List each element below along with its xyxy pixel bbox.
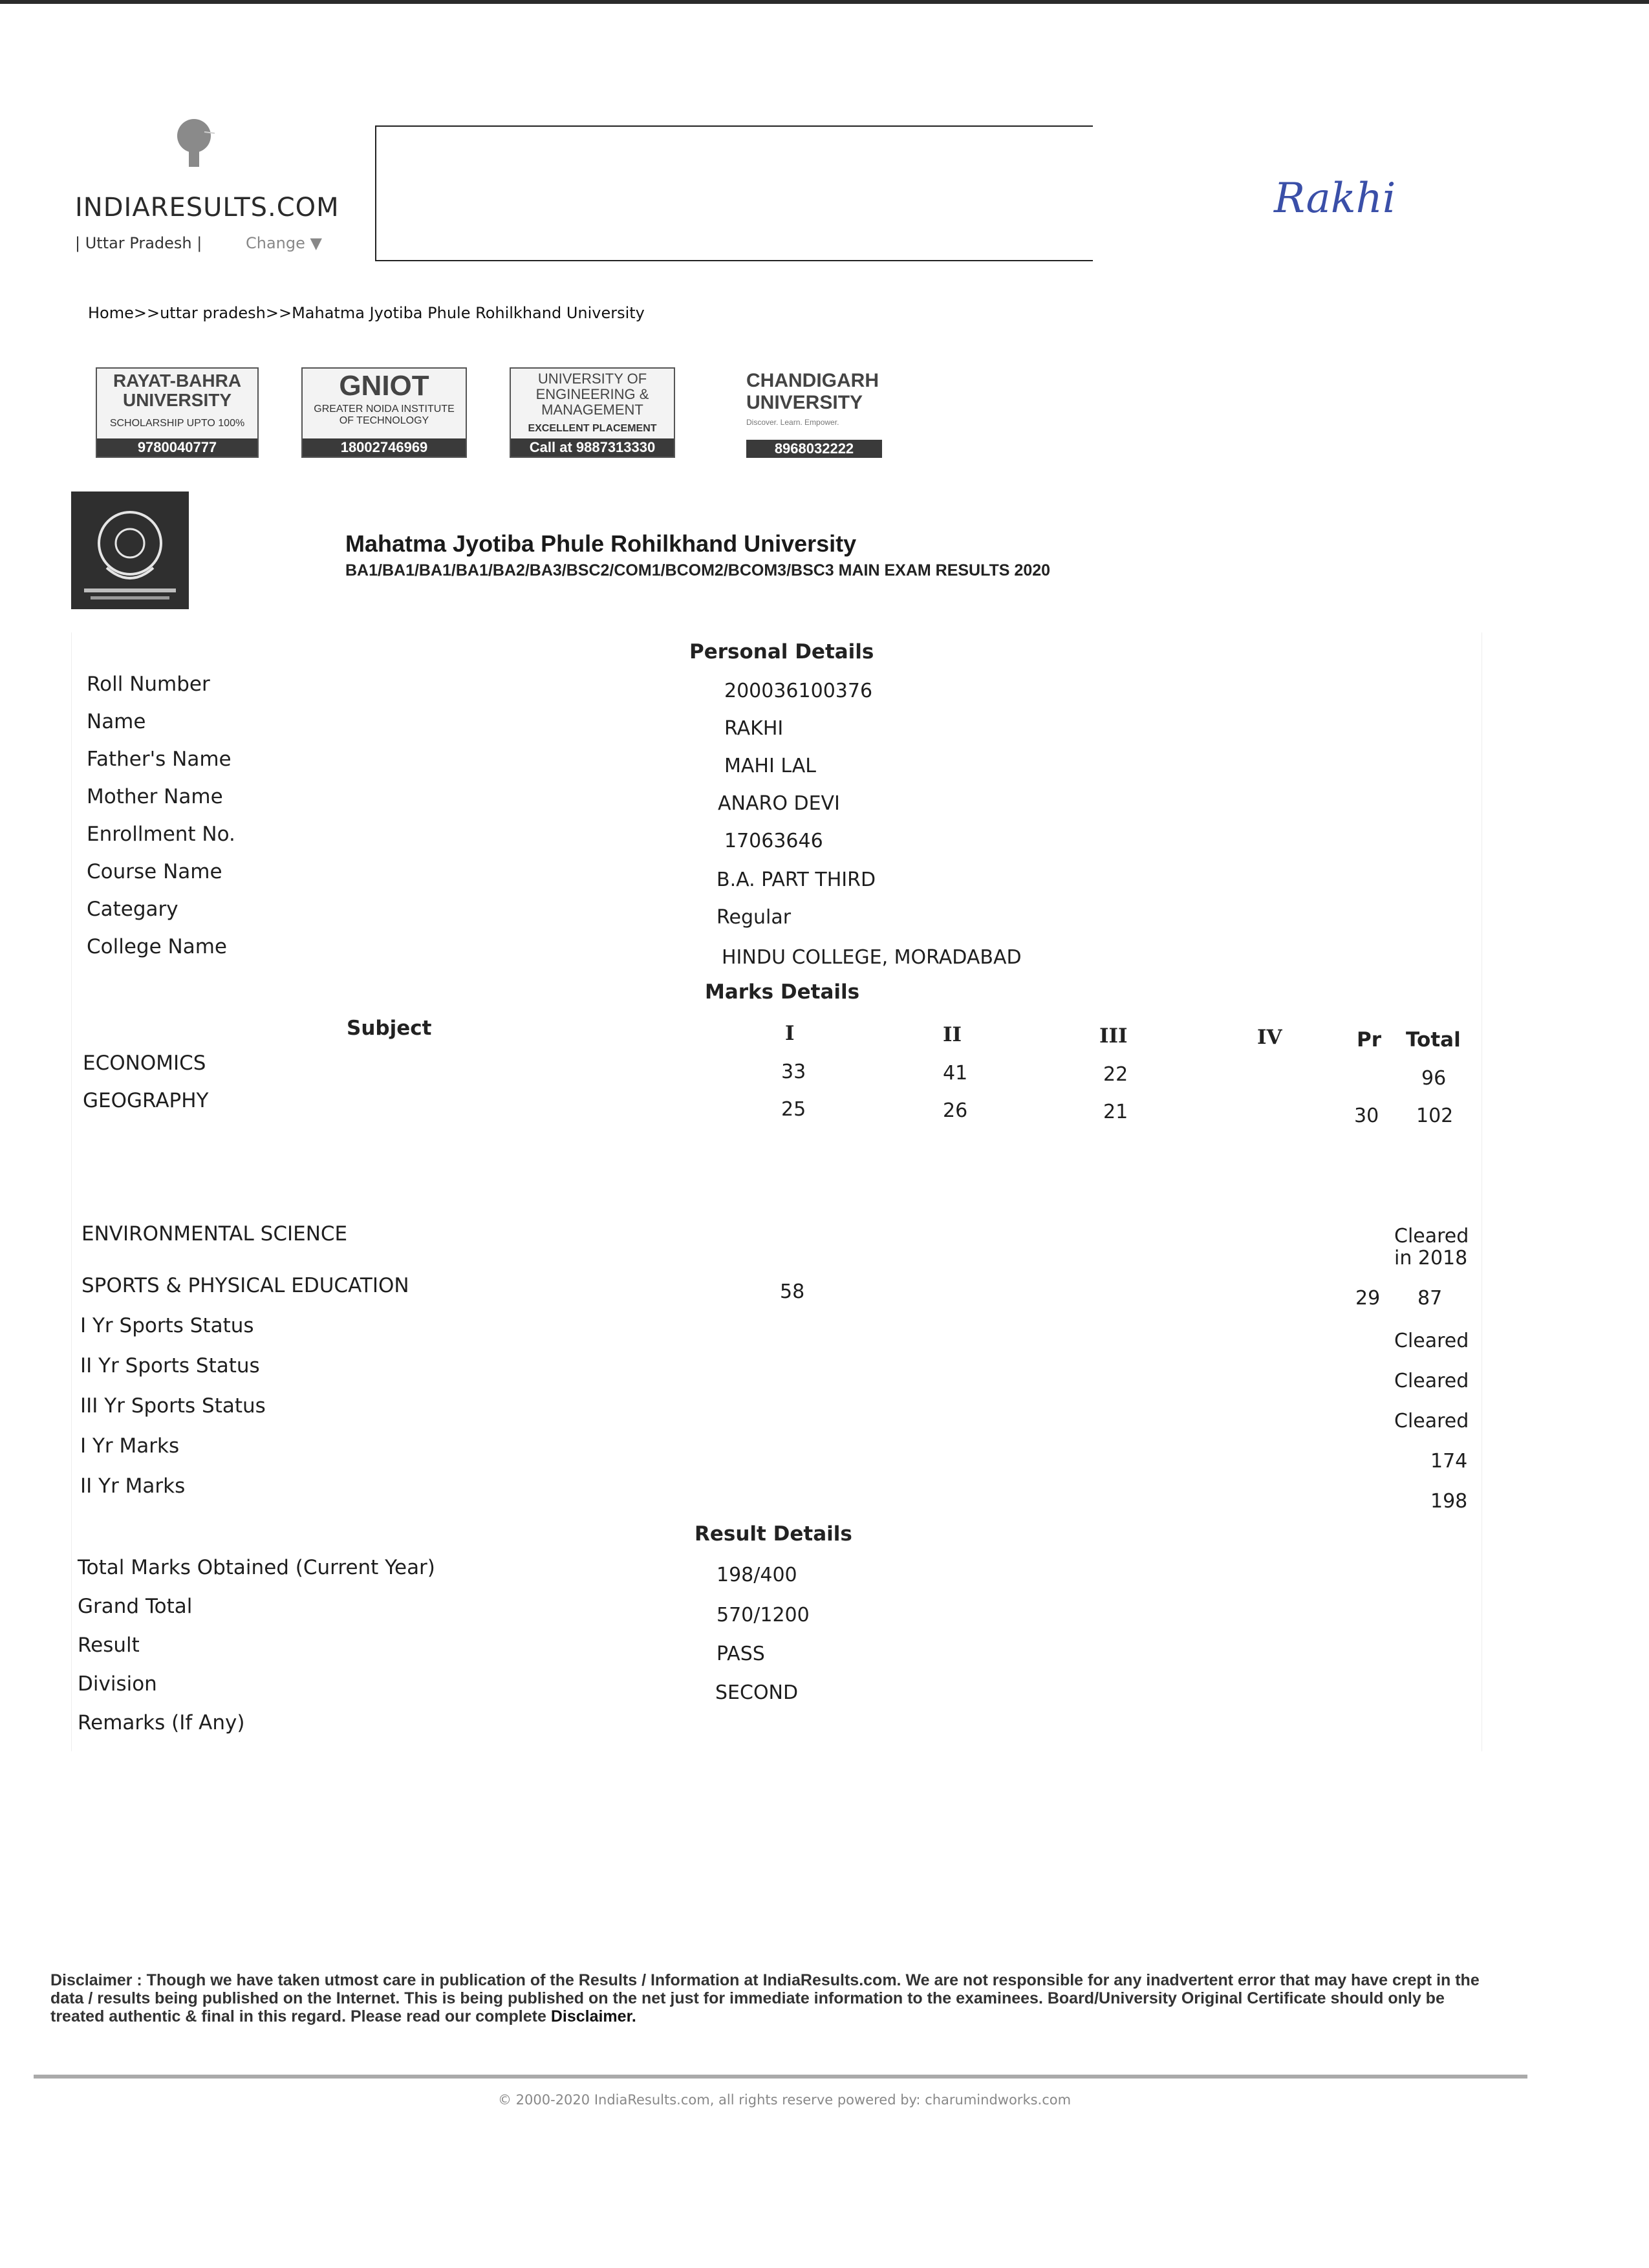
banner-subtitle: Discover. Learn. Empower. xyxy=(746,418,839,427)
value-total-marks: 198/400 xyxy=(717,1564,797,1586)
marks-i: 33 xyxy=(781,1061,806,1083)
logo-mark-icon xyxy=(175,116,220,168)
value-yr2-marks: 198 xyxy=(1430,1490,1468,1513)
banner-phone: 18002746969 xyxy=(303,438,466,457)
label-result: Result xyxy=(78,1634,140,1657)
col-total: Total xyxy=(1406,1028,1461,1052)
marks-i: 25 xyxy=(781,1098,806,1121)
ad-placeholder xyxy=(375,125,1093,261)
subject-name: ECONOMICS xyxy=(83,1052,206,1075)
handwritten-name: Rakhi xyxy=(1274,175,1396,222)
col-ii: II xyxy=(943,1023,962,1046)
marks-total: 102 xyxy=(1416,1105,1454,1127)
marks-ii: 26 xyxy=(943,1099,968,1122)
col-i: I xyxy=(785,1022,795,1045)
value-sports-status-2: Cleared xyxy=(1394,1370,1469,1392)
value-father-name: MAHI LAL xyxy=(724,755,816,777)
logo-text: INDIARESULTS.COM xyxy=(75,193,339,222)
value-course-name: B.A. PART THIRD xyxy=(717,869,876,891)
value-result: PASS xyxy=(717,1643,765,1665)
marks-iii: 21 xyxy=(1103,1101,1128,1123)
marks-i: 58 xyxy=(780,1280,805,1303)
disclaimer xyxy=(50,1971,1486,2025)
label-division: Division xyxy=(78,1672,157,1696)
label-sports-status-3: III Yr Sports Status xyxy=(80,1394,266,1418)
col-iv: IV xyxy=(1257,1026,1282,1049)
footer-divider xyxy=(34,2075,1527,2079)
value-division: SECOND xyxy=(715,1681,799,1704)
marks-pr: 29 xyxy=(1355,1287,1381,1310)
banner-title: GNIOT xyxy=(339,370,429,402)
banner-title: UNIVERSITY OF ENGINEERING & MANAGEMENT xyxy=(535,371,649,418)
label-yr1-marks: I Yr Marks xyxy=(80,1434,180,1458)
label-remarks: Remarks (If Any) xyxy=(78,1711,245,1734)
col-subject: Subject xyxy=(347,1017,432,1040)
marks-iii: 22 xyxy=(1103,1063,1128,1086)
banner-phone: 9780040777 xyxy=(97,438,257,457)
label-category: Categary xyxy=(87,898,178,921)
marks-ii: 41 xyxy=(943,1062,968,1085)
banner-uem[interactable] xyxy=(510,367,675,458)
banner-title: RAYAT-BAHRA UNIVERSITY xyxy=(113,371,242,410)
label-yr2-marks: II Yr Marks xyxy=(80,1474,186,1498)
result-details-heading: Result Details xyxy=(695,1522,852,1546)
label-enrollment: Enrollment No. xyxy=(87,823,235,846)
marks-pr: 30 xyxy=(1354,1105,1379,1127)
label-name: Name xyxy=(87,710,146,733)
copyright: © 2000-2020 IndiaResults.com, all rights reserve powered by: charumindworks.com xyxy=(498,2092,1072,2108)
subject-name: GEOGRAPHY xyxy=(83,1089,209,1112)
label-grand-total: Grand Total xyxy=(78,1595,193,1618)
top-border xyxy=(0,0,1649,4)
banner-subtitle: SCHOLARSHIP UPTO 100% xyxy=(109,418,245,429)
label-sports-status-2: II Yr Sports Status xyxy=(80,1354,260,1377)
value-roll-number: 200036100376 xyxy=(724,680,873,702)
col-iii: III xyxy=(1099,1024,1128,1048)
change-state-link[interactable]: Change ▼ xyxy=(246,234,322,252)
value-college-name: HINDU COLLEGE, MORADABAD xyxy=(722,946,1022,969)
value-enrollment: 17063646 xyxy=(724,830,823,852)
value-sports-status-3: Cleared xyxy=(1394,1410,1469,1432)
breadcrumb[interactable]: Home>>uttar pradesh>>Mahatma Jyotiba Phule Rohilkhand University xyxy=(88,304,645,322)
university-seal-icon xyxy=(71,491,189,609)
marks-total: 96 xyxy=(1421,1067,1447,1090)
banner-rayat-bahra[interactable] xyxy=(96,367,259,458)
label-sports-status-1: I Yr Sports Status xyxy=(80,1314,254,1337)
banner-chandigarh[interactable] xyxy=(720,367,882,458)
marks-total: 87 xyxy=(1417,1287,1443,1310)
state-label: | Uttar Pradesh | xyxy=(75,234,202,252)
university-seal xyxy=(71,491,189,609)
exam-title: BA1/BA1/BA1/BA1/BA2/BA3/BSC2/COM1/BCOM2/BCOM3/BSC3 MAIN EXAM RESULTS 2020 xyxy=(345,561,1051,579)
env-status-line2: in 2018 xyxy=(1394,1247,1468,1269)
value-category: Regular xyxy=(717,906,792,929)
col-pr: Pr xyxy=(1357,1028,1382,1052)
banner-gniot[interactable] xyxy=(301,367,467,458)
label-total-marks: Total Marks Obtained (Current Year) xyxy=(78,1556,435,1579)
value-yr1-marks: 174 xyxy=(1430,1450,1468,1473)
personal-details-heading: Personal Details xyxy=(689,640,874,664)
banner-phone: 8968032222 xyxy=(746,440,882,458)
env-status-line1: Cleared xyxy=(1394,1225,1469,1247)
subject-name: ENVIRONMENTAL SCIENCE xyxy=(81,1222,348,1246)
site-logo[interactable] xyxy=(71,116,343,265)
value-grand-total: 570/1200 xyxy=(717,1604,810,1626)
label-father-name: Father's Name xyxy=(87,748,232,771)
banner-title: CHANDIGARH UNIVERSITY xyxy=(746,370,879,413)
banner-phone: Call at 9887313330 xyxy=(511,438,674,457)
value-name: RAKHI xyxy=(724,717,784,740)
label-college-name: College Name xyxy=(87,935,227,958)
label-mother-name: Mother Name xyxy=(87,785,223,808)
label-course-name: Course Name xyxy=(87,860,222,883)
banner-subtitle: GREATER NOIDA INSTITUTE OF TECHNOLOGY xyxy=(314,404,455,426)
disclaimer-link[interactable]: Disclaimer. xyxy=(550,2007,636,2025)
marks-details-heading: Marks Details xyxy=(705,980,860,1004)
label-roll-number: Roll Number xyxy=(87,673,210,696)
value-sports-status-1: Cleared xyxy=(1394,1330,1469,1352)
university-name: Mahatma Jyotiba Phule Rohilkhand University xyxy=(345,530,857,557)
value-mother-name: ANARO DEVI xyxy=(718,792,840,815)
banner-subtitle: EXCELLENT PLACEMENT xyxy=(528,423,657,434)
subject-name: SPORTS & PHYSICAL EDUCATION xyxy=(81,1274,409,1297)
disclaimer-text: Disclaimer : Though we have taken utmost care in publication of the Results / Information at IndiaResults.com. We are not responsible for any inadvertent error that may have crept in the data / results being published on the Internet. This is being published on the net just for immediate information to the examinees. Board/University Original Certificate should only be treated authentic & final in this regard. Please read our complete xyxy=(50,1971,1480,2025)
